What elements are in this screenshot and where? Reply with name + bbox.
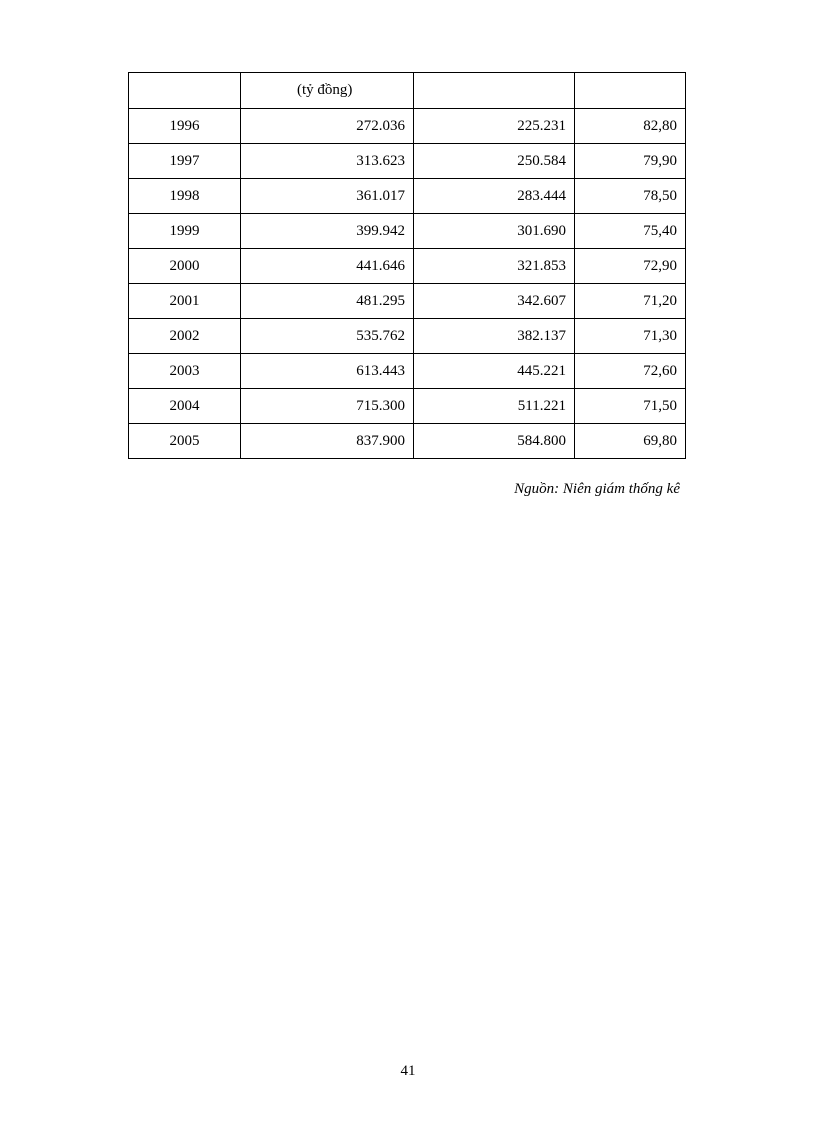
year-cell: 2001 [129, 284, 241, 319]
table-row [129, 179, 686, 214]
year-cell: 1997 [129, 144, 241, 179]
table-row [129, 319, 686, 354]
value-a-cell: 441.646 [241, 249, 414, 284]
table-row [129, 424, 686, 459]
header-col-b-cell [414, 73, 575, 109]
percent-cell: 72,90 [575, 249, 686, 284]
percent-cell: 71,50 [575, 389, 686, 424]
table-row [129, 249, 686, 284]
value-a-cell: 399.942 [241, 214, 414, 249]
value-a-cell: 535.762 [241, 319, 414, 354]
header-year-cell [129, 73, 241, 109]
value-b-cell: 342.607 [414, 284, 575, 319]
table-row [129, 389, 686, 424]
value-a-cell: 361.017 [241, 179, 414, 214]
percent-cell: 75,40 [575, 214, 686, 249]
year-cell: 2000 [129, 249, 241, 284]
value-a-cell: 715.300 [241, 389, 414, 424]
source-note: Nguồn: Niên giám thống kê [514, 481, 680, 497]
table-row [129, 354, 686, 389]
value-a-cell: 837.900 [241, 424, 414, 459]
table-row [129, 214, 686, 249]
year-cell: 2003 [129, 354, 241, 389]
year-cell: 1999 [129, 214, 241, 249]
value-b-cell: 225.231 [414, 109, 575, 144]
value-b-cell: 584.800 [414, 424, 575, 459]
year-cell: 2002 [129, 319, 241, 354]
page-number: 41 [400, 1063, 416, 1079]
table-row [129, 109, 686, 144]
value-b-cell: 250.584 [414, 144, 575, 179]
percent-cell: 71,30 [575, 319, 686, 354]
value-b-cell: 321.853 [414, 249, 575, 284]
value-b-cell: 382.137 [414, 319, 575, 354]
table-header-row [129, 73, 686, 109]
value-a-cell: 313.623 [241, 144, 414, 179]
table-row [129, 144, 686, 179]
year-cell: 1998 [129, 179, 241, 214]
value-b-cell: 445.221 [414, 354, 575, 389]
header-unit-cell: (tỷ đồng) [241, 73, 414, 109]
value-b-cell: 283.444 [414, 179, 575, 214]
percent-cell: 69,80 [575, 424, 686, 459]
table-row [129, 284, 686, 319]
value-b-cell: 301.690 [414, 214, 575, 249]
percent-cell: 79,90 [575, 144, 686, 179]
statistics-table [128, 72, 686, 459]
percent-cell: 71,20 [575, 284, 686, 319]
percent-cell: 82,80 [575, 109, 686, 144]
value-b-cell: 511.221 [414, 389, 575, 424]
percent-cell: 72,60 [575, 354, 686, 389]
value-a-cell: 272.036 [241, 109, 414, 144]
year-cell: 1996 [129, 109, 241, 144]
year-cell: 2005 [129, 424, 241, 459]
year-cell: 2004 [129, 389, 241, 424]
value-a-cell: 613.443 [241, 354, 414, 389]
header-col-c-cell [575, 73, 686, 109]
percent-cell: 78,50 [575, 179, 686, 214]
value-a-cell: 481.295 [241, 284, 414, 319]
